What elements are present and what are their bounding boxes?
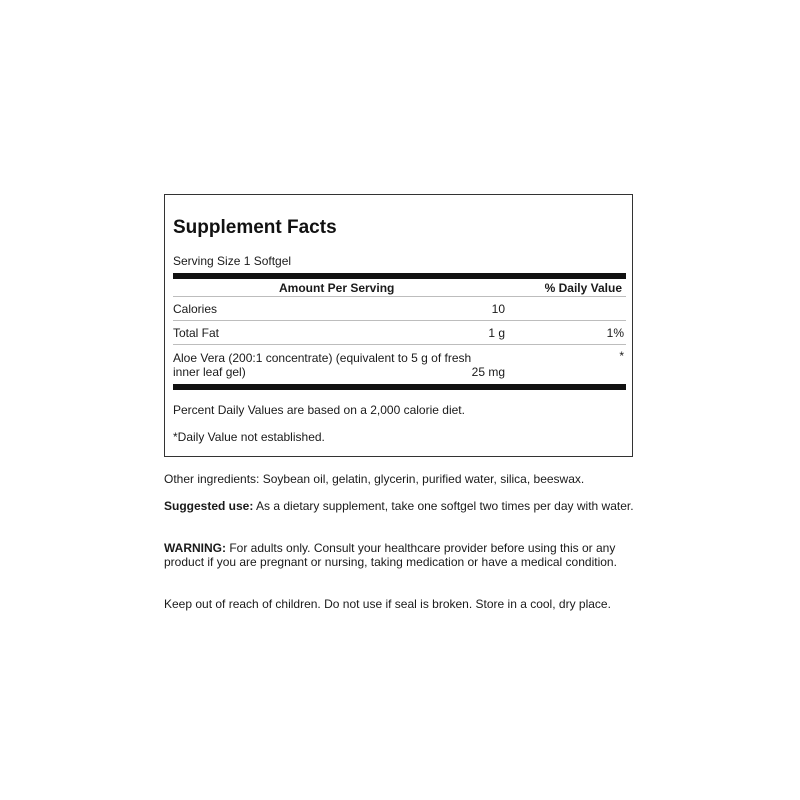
supplement-facts-panel (164, 194, 633, 457)
other-ingredients: Other ingredients: Soybean oil, gelatin, glycerin, purified water, silica, beeswax. (164, 472, 585, 486)
warning-text: For adults only. Consult your healthcare provider before using this or any product if you are pregnant or nursing, taking medication or have a medical condition. (164, 541, 617, 569)
row-aloe-daily-value: * (619, 349, 624, 363)
row-total-fat-name: Total Fat (173, 326, 220, 340)
row-total-fat-amount: 1 g (488, 326, 505, 340)
thick-rule-top (173, 273, 626, 279)
row-divider (173, 344, 626, 345)
row-calories-name: Calories (173, 302, 218, 316)
row-calories-amount: 10 (491, 302, 505, 316)
row-aloe-name-line2: inner leaf gel) (173, 365, 246, 379)
footnote-percent-daily: Percent Daily Values are based on a 2,000 calorie diet. (173, 403, 465, 417)
storage-instructions: Keep out of reach of children. Do not use if seal is broken. Store in a cool, dry place. (164, 597, 611, 611)
row-divider (173, 296, 626, 297)
warning (164, 541, 634, 569)
row-total-fat-daily-value: 1% (606, 326, 624, 340)
panel-title: Supplement Facts (173, 217, 337, 238)
suggested-use-text: As a dietary supplement, take one softgel two times per day with water. (253, 499, 634, 513)
footnote-not-established: *Daily Value not established. (173, 430, 325, 444)
warning-label: WARNING: (164, 541, 226, 555)
serving-size: Serving Size 1 Softgel (173, 254, 292, 268)
column-header-daily-value: % Daily Value (544, 281, 622, 295)
row-aloe-amount: 25 mg (471, 365, 505, 379)
thick-rule-bottom (173, 384, 626, 390)
column-header-amount: Amount Per Serving (279, 281, 395, 295)
row-aloe-name-line1: Aloe Vera (200:1 concentrate) (equivalent to 5 g of fresh (173, 351, 472, 365)
suggested-use (164, 499, 634, 513)
suggested-use-label: Suggested use: (164, 499, 254, 513)
row-divider (173, 320, 626, 321)
